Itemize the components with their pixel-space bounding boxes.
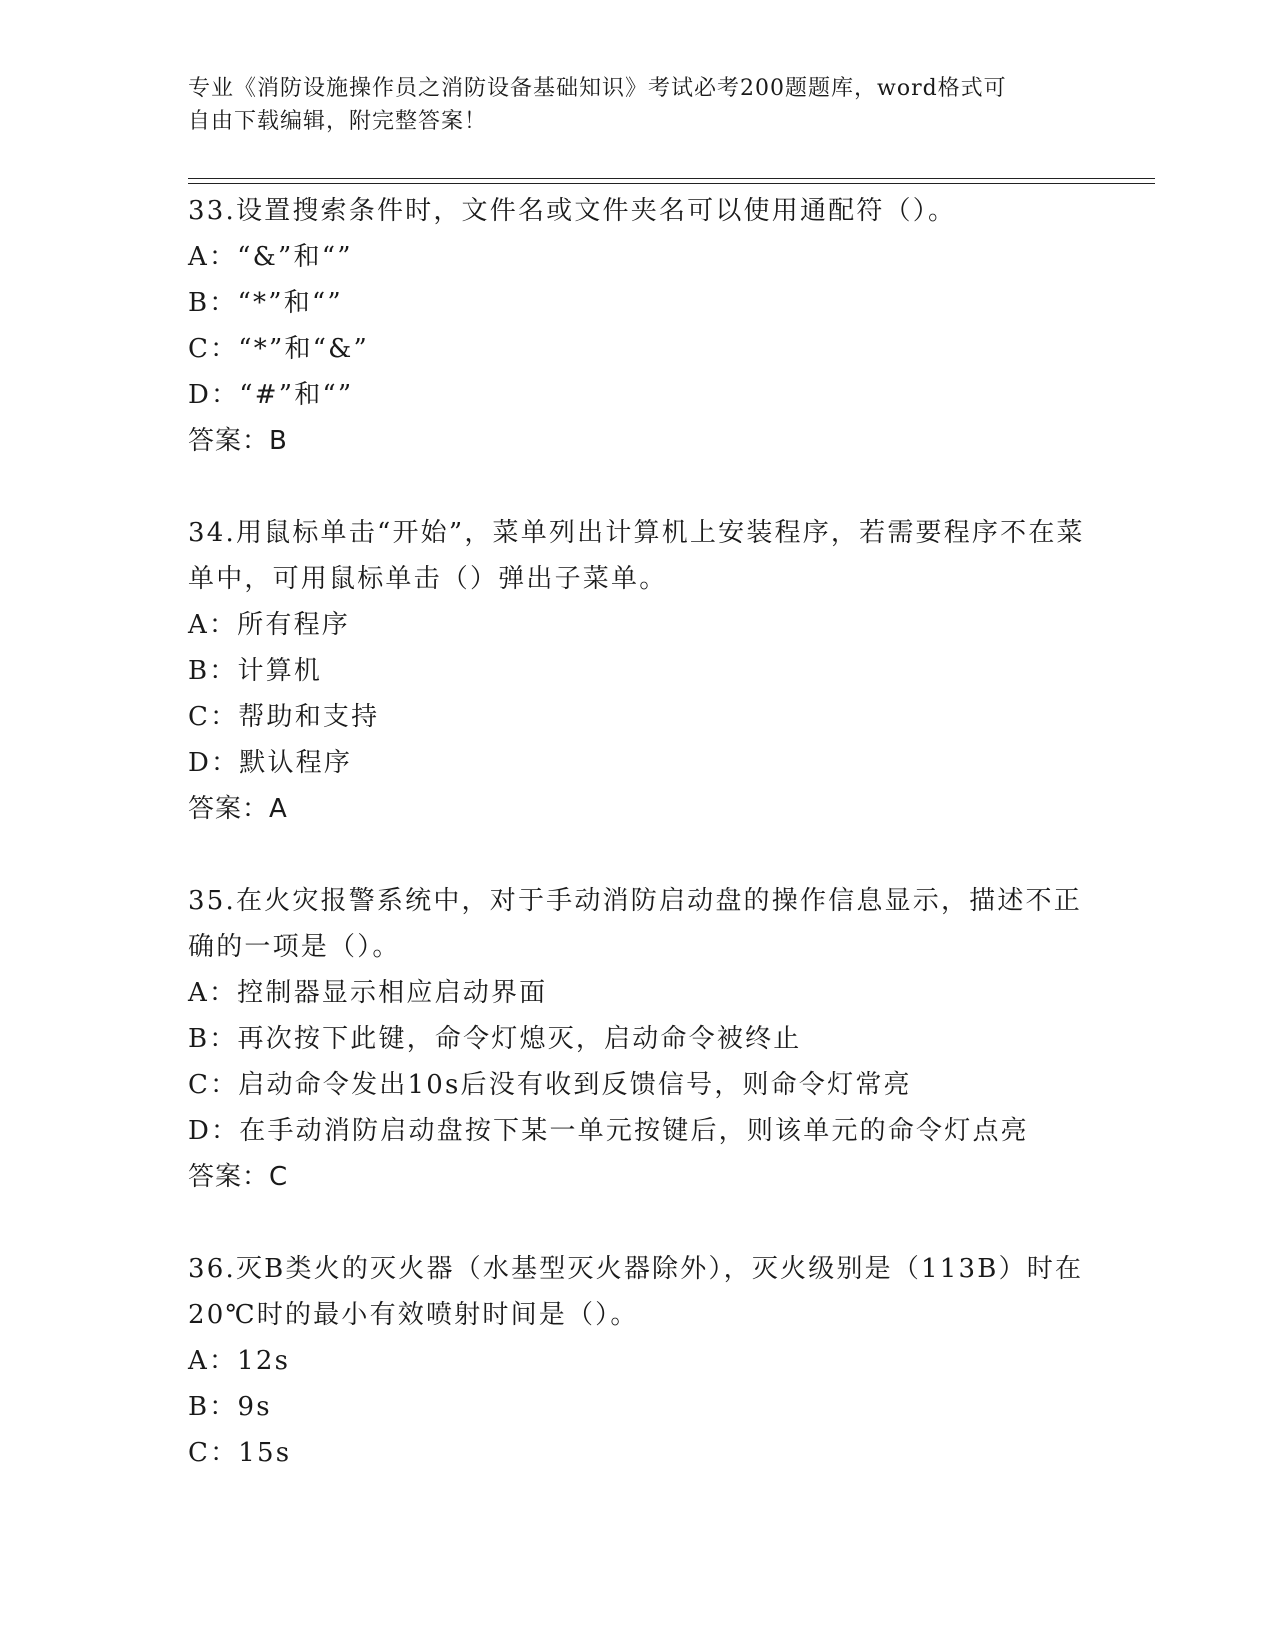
- question-stem: 34.用鼠标单击“开始”，菜单列出计算机上安装程序，若需要程序不在菜单中，可用鼠标单击（）弹出子菜单。: [188, 518, 1085, 594]
- question-stem: 36.灭B类火的灭火器（水基型灭火器除外），灭火级别是（113B）时在20℃时的最小有效喷射时间是（）。: [188, 1254, 1084, 1330]
- option-a: A：12s: [188, 1346, 291, 1376]
- question-stem: 35.在火灾报警系统中，对于手动消防启动盘的操作信息显示，描述不正确的一项是（）。: [188, 886, 1082, 962]
- document-header: [188, 72, 1068, 138]
- option-c: C：帮助和支持: [188, 702, 380, 732]
- header-line-1: 专业《消防设施操作员之消防设备基础知识》考试必考200题题库，word格式可: [188, 76, 1007, 101]
- header-divider-bottom: [188, 183, 1155, 184]
- header-line-2: 自由下载编辑，附完整答案！: [188, 109, 488, 134]
- option-c: C：启动命令发出10s后没有收到反馈信号，则命令灯常亮: [188, 1070, 912, 1100]
- header-divider-top: [188, 178, 1155, 179]
- question-34: [188, 510, 1088, 832]
- option-b: B：“*”和“”: [188, 288, 343, 318]
- option-a: A：所有程序: [188, 610, 350, 640]
- question-stem: 33.设置搜索条件时，文件名或文件夹名可以使用通配符（）。: [188, 196, 957, 226]
- option-b: B：9s: [188, 1392, 272, 1422]
- question-35: [188, 878, 1088, 1200]
- option-c: C：“*”和“&”: [188, 334, 370, 364]
- option-d: D：在手动消防启动盘按下某一单元按键后，则该单元的命令灯点亮: [188, 1116, 1029, 1146]
- answer: 答案：B: [188, 426, 288, 456]
- option-b: B：再次按下此键，命令灯熄灭，启动命令被终止: [188, 1024, 802, 1054]
- option-a: A：控制器显示相应启动界面: [188, 978, 548, 1008]
- answer: 答案：A: [188, 794, 288, 824]
- question-33: [188, 188, 1088, 464]
- option-d: D：“#”和“”: [188, 380, 354, 410]
- question-36: [188, 1246, 1088, 1476]
- option-b: B：计算机: [188, 656, 323, 686]
- answer: 答案：C: [188, 1162, 289, 1192]
- option-c: C：15s: [188, 1438, 292, 1468]
- question-list: [188, 188, 1088, 1522]
- option-a: A：“&”和“”: [188, 242, 353, 272]
- option-d: D：默认程序: [188, 748, 353, 778]
